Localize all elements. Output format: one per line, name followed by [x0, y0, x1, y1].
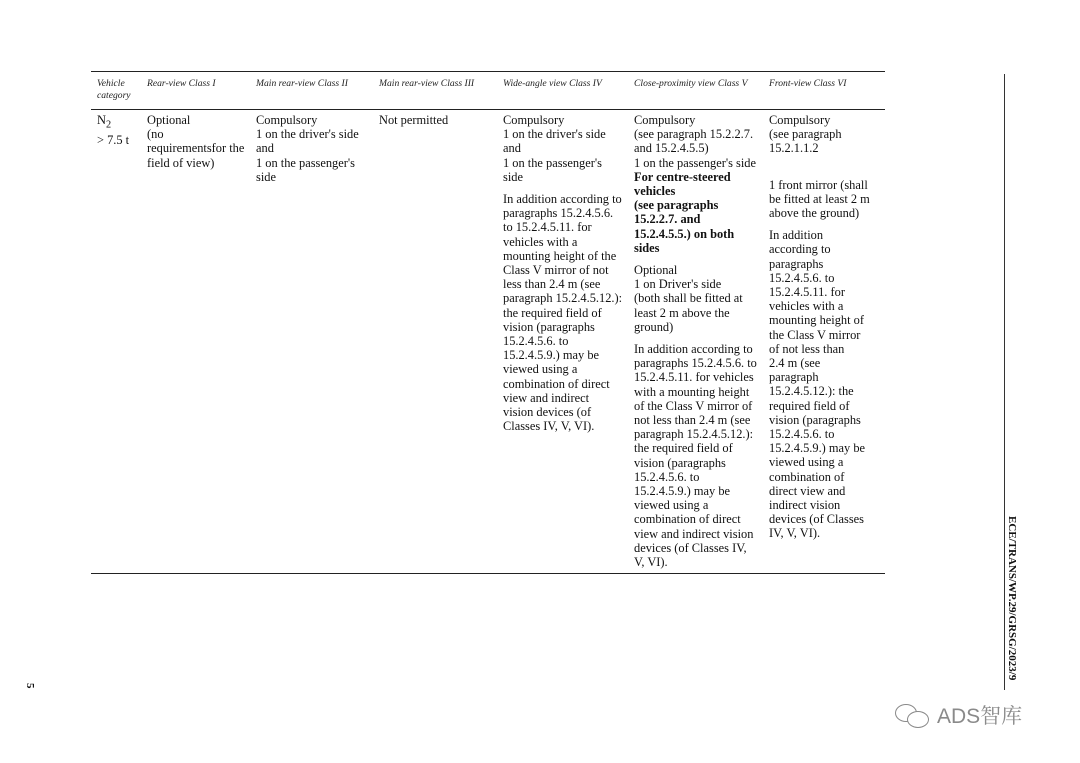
text-line: mounting height of the: [503, 248, 617, 263]
text-line: and: [256, 141, 274, 156]
text-line: For centre-steered: [634, 169, 731, 184]
text-line: and: [503, 141, 521, 156]
text-line: paragraphs 15.2.4.5.6. to: [634, 356, 757, 371]
text-line: required field of: [769, 398, 850, 413]
text-line: Optional: [634, 263, 678, 278]
header-front-view-class-vi: Front-view Class VI: [763, 72, 885, 110]
text-line: combination of direct: [634, 512, 741, 527]
text-line: vision (paragraphs: [503, 319, 595, 334]
text-line: requirementsfor the: [147, 141, 245, 156]
text-line: (see paragraph: [769, 127, 842, 142]
text-line: 15.2.4.5.5.) on both: [634, 226, 735, 241]
text-line: side: [256, 169, 276, 184]
wechat-icon: [893, 702, 931, 728]
text-line: of the Class V mirror of: [634, 398, 753, 413]
text-line: In addition: [769, 228, 824, 243]
text-line: devices (of Classes: [769, 512, 864, 527]
text-line: V, VI).: [634, 555, 668, 570]
text-line: view and indirect: [503, 390, 590, 405]
watermark-text: ADS智库: [937, 705, 1023, 728]
text-line: devices (of Classes IV,: [634, 540, 747, 555]
text-line: and 15.2.4.5.5): [634, 141, 709, 156]
text-line: 1 on the driver's side: [503, 127, 606, 142]
text-line: paragraph 15.2.4.5.12.):: [503, 291, 623, 306]
cell-vehicle-category: [91, 110, 141, 574]
document-reference: ECE/TRANS/WP.29/GRSG/2023/9: [1006, 516, 1018, 681]
class-v-optional: [634, 263, 760, 334]
category-code: $N_2$: [97, 113, 112, 131]
text-line: field of view): [147, 155, 215, 170]
text-line: viewed using a: [634, 498, 709, 513]
cell-class-i: [141, 110, 250, 574]
watermark: [893, 700, 1022, 730]
text-line: 15.2.4.5.11. for vehicles: [634, 370, 754, 385]
class-v-centre-steered: [634, 170, 760, 255]
text-line: viewed using a: [769, 455, 844, 470]
text-line: vision (paragraphs: [634, 455, 726, 470]
text-line: 15.2.4.5.6. to: [769, 270, 835, 285]
text-line: Compulsory: [769, 113, 831, 127]
text-line: 1 on the passenger's side: [634, 155, 756, 170]
text-line: paragraph 15.2.4.5.12.):: [634, 427, 754, 442]
text-line: indirect vision: [769, 498, 841, 513]
cell-class-v: [628, 110, 763, 574]
text-line: less than 2.4 m (see: [503, 277, 601, 292]
text-line: Not permitted: [379, 113, 449, 127]
text-line: Compulsory: [256, 113, 318, 127]
text-line: Optional: [147, 113, 191, 127]
text-line: 15.2.4.5.9.) may be: [769, 441, 866, 456]
text-line: 15.2.4.5.6. to: [769, 427, 835, 442]
text-line: 15.2.4.5.11. for: [769, 285, 845, 300]
header-wide-angle-class-iv: Wide-angle view Class IV: [497, 72, 628, 110]
cell-class-vi: [763, 110, 885, 574]
text-line: 1 front mirror (shall: [769, 177, 868, 192]
text-line: be fitted at least 2 m: [769, 191, 870, 206]
text-line: vehicles with a: [769, 299, 844, 314]
text-line: (see paragraph 15.2.2.7.: [634, 127, 754, 142]
class-v-requirement: [634, 113, 760, 170]
category-subscript: 2: [105, 119, 112, 131]
text-line: ground): [634, 319, 674, 334]
text-line: according to: [769, 242, 831, 257]
text-line: view and indirect vision: [634, 526, 754, 541]
text-line: 15.2.1.1.2: [769, 141, 819, 156]
text-line: 1 on the driver's side: [256, 127, 359, 142]
text-line: 15.2.4.5.6. to: [634, 469, 700, 484]
header-close-proximity-class-v: Close-proximity view Class V: [628, 72, 763, 110]
class-vi-front-mirror: [769, 178, 882, 221]
text-line: viewed using a: [503, 362, 578, 377]
text-line: (no: [147, 127, 164, 142]
text-line: (both shall be fitted at: [634, 291, 743, 306]
cell-class-ii: [250, 110, 373, 574]
text-line: not less than 2.4 m (see: [634, 413, 751, 428]
class-vi-requirement: [769, 113, 882, 156]
table-header-row: [91, 72, 885, 110]
class-iv-requirement: [503, 113, 625, 184]
text-line: Classes IV, V, VI).: [503, 419, 595, 434]
cell-class-iii: [373, 110, 497, 574]
mirror-requirements-table: [91, 71, 885, 574]
text-line: paragraph: [769, 370, 819, 385]
text-line: 15.2.4.5.12.): the: [769, 384, 854, 399]
text-line: 15.2.4.5.6. to: [503, 334, 569, 349]
text-line: vehicles with a: [503, 234, 578, 249]
text-line: to 15.2.4.5.11. for: [503, 220, 592, 235]
class-iv-additional: [503, 192, 625, 433]
text-line: In addition according to: [634, 342, 753, 357]
text-line: paragraphs 15.2.4.5.6.: [503, 206, 614, 221]
header-rear-view-class-i: Rear-view Class I: [141, 72, 250, 110]
text-line: Class V mirror of not: [503, 263, 609, 278]
text-line: the required field of: [634, 441, 733, 456]
text-line: (see paragraphs: [634, 198, 719, 213]
text-line: 15.2.2.7. and: [634, 212, 701, 227]
text-line: Compulsory: [503, 113, 565, 127]
header-vehicle-category: Vehicle category: [91, 72, 141, 110]
cell-class-iv: [497, 110, 628, 574]
text-line: Compulsory: [634, 113, 696, 127]
text-line: the Class V mirror: [769, 327, 861, 342]
text-line: vision (paragraphs: [769, 412, 861, 427]
text-line: 1 on the passenger's: [256, 155, 355, 170]
text-line: 15.2.4.5.9.) may be: [634, 484, 731, 499]
text-line: 1 on Driver's side: [634, 277, 722, 292]
text-line: combination of: [769, 469, 845, 484]
text-line: direct view and: [769, 483, 846, 498]
text-line: combination of direct: [503, 376, 610, 391]
table-row: [91, 110, 885, 574]
page-number: 5: [24, 683, 36, 689]
text-line: 1 on the passenger's: [503, 155, 602, 170]
text-line: vehicles: [634, 184, 676, 199]
margin-rule: [1004, 74, 1005, 690]
class-vi-additional: [769, 228, 882, 540]
header-main-rear-view-class-ii: Main rear-view Class II: [250, 72, 373, 110]
text-line: IV, V, VI).: [769, 526, 821, 541]
text-line: In addition according to: [503, 192, 622, 207]
header-main-rear-view-class-iii: Main rear-view Class III: [373, 72, 497, 110]
text-line: least 2 m above the: [634, 305, 730, 320]
text-line: above the ground): [769, 206, 860, 221]
text-line: of not less than: [769, 341, 845, 356]
text-line: mounting height of: [769, 313, 864, 328]
text-line: 15.2.4.5.9.) may be: [503, 348, 600, 363]
text-line: paragraphs: [769, 256, 824, 271]
text-line: sides: [634, 240, 660, 255]
text-line: the required field of: [503, 305, 602, 320]
text-line: 2.4 m (see: [769, 356, 821, 371]
class-v-additional: [634, 342, 760, 569]
text-line: vision devices (of: [503, 405, 592, 420]
text-line: side: [503, 169, 523, 184]
category-weight: > 7.5 t: [97, 132, 130, 147]
text-line: with a mounting height: [634, 384, 750, 399]
